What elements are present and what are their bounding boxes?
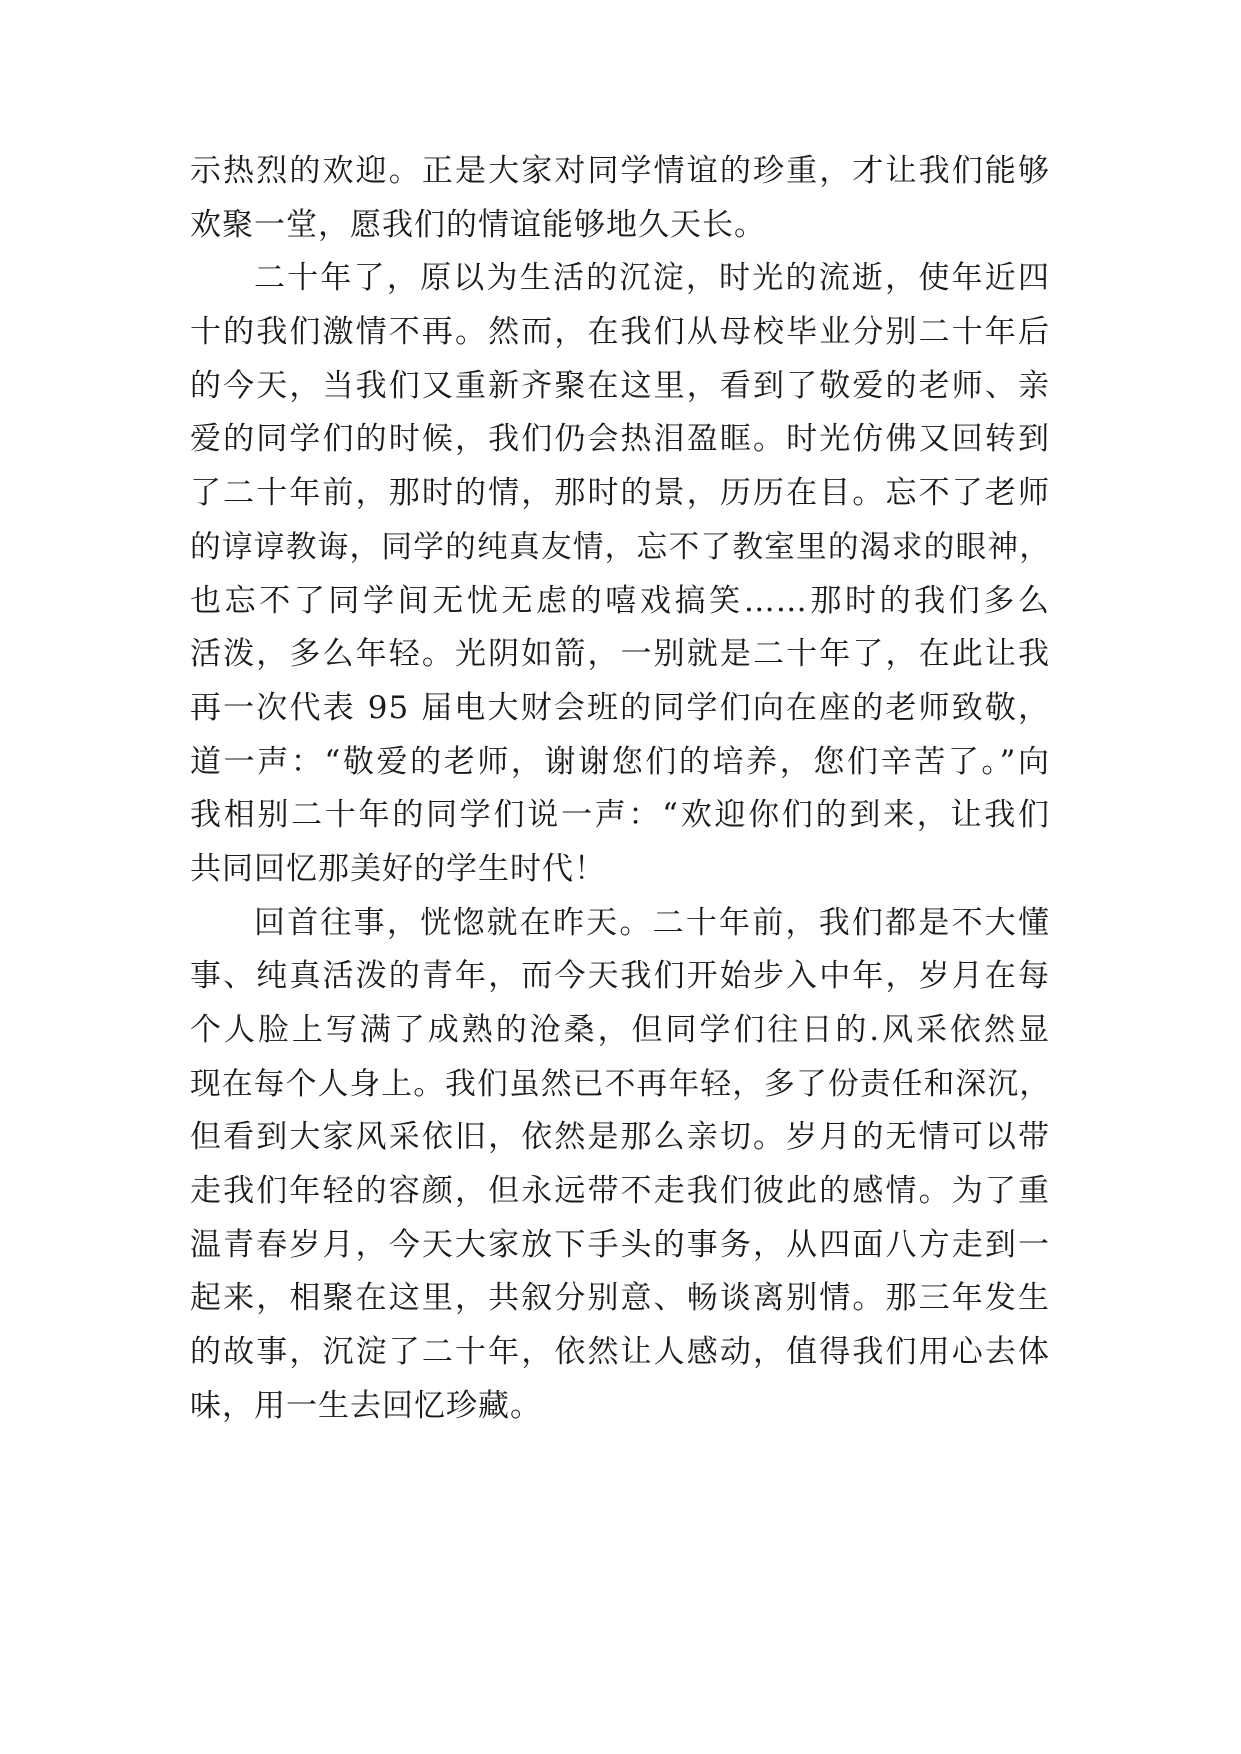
text-line: 爱的同学们的时候，我们仍会热泪盈眶。时光仿佛又回转到 (190, 421, 1050, 458)
text-line: 二十年了，原以为生活的沉淀，时光的流逝，使年近四 (254, 260, 1050, 297)
text-line: 的今天，当我们又重新齐聚在这里，看到了敬爱的老师、亲 (190, 367, 1050, 404)
text-line: 欢聚一堂，愿我们的情谊能够地久天长。 (190, 206, 766, 243)
text-line: 的故事，沉淀了二十年，依然让人感动，值得我们用心去体 (190, 1334, 1050, 1371)
text-line: 温青春岁月，今天大家放下手头的事务，从四面八方走到一 (190, 1226, 1050, 1263)
text-line: 但看到大家风采依旧，依然是那么亲切。岁月的无情可以带 (190, 1119, 1050, 1156)
text-line: 起来，相聚在这里，共叙分别意、畅谈离别情。那三年发生 (190, 1280, 1050, 1317)
text-line: 事、纯真活泼的青年，而今天我们开始步入中年，岁月在每 (190, 958, 1050, 995)
text-line: 十的我们激情不再。然而，在我们从母校毕业分别二十年后 (190, 314, 1050, 351)
text-line: 道一声：“敬爱的老师，谢谢您们的培养，您们辛苦了。”向 (190, 743, 1050, 780)
text-line: 了二十年前，那时的情，那时的景，历历在目。忘不了老师 (190, 475, 1050, 512)
text-line: 走我们年轻的容颜，但永远带不走我们彼此的感情。为了重 (190, 1173, 1050, 1210)
text-line: 味，用一生去回忆珍藏。 (190, 1387, 542, 1424)
document-body (190, 145, 1050, 1434)
text-line: 回首往事，恍惚就在昨天。二十年前，我们都是不大懂 (254, 904, 1050, 941)
text-line: 我相别二十年的同学们说一声：“欢迎你们的到来，让我们 (190, 797, 1050, 834)
text-line: 再一次代表 95 届电大财会班的同学们向在座的老师致敬， (190, 689, 1050, 726)
text-line: 的谆谆教诲，同学的纯真友情，忘不了教室里的渴求的眼神， (190, 529, 1050, 565)
text-line: 活泼，多么年轻。光阴如箭，一别就是二十年了，在此让我 (190, 636, 1050, 673)
text-line: 也忘不了同学间无忧无虑的嘻戏搞笑……那时的我们多么 (190, 582, 1050, 619)
text-line: 示热烈的欢迎。正是大家对同学情谊的珍重，才让我们能够 (190, 153, 1050, 189)
text-line: 共同回忆那美好的学生时代！ (190, 850, 606, 887)
text-line: 现在每个人身上。我们虽然已不再年轻，多了份责任和深沉， (190, 1066, 1050, 1102)
text-line: 个人脸上写满了成熟的沧桑，但同学们往日的.风采依然显 (190, 1012, 1050, 1048)
